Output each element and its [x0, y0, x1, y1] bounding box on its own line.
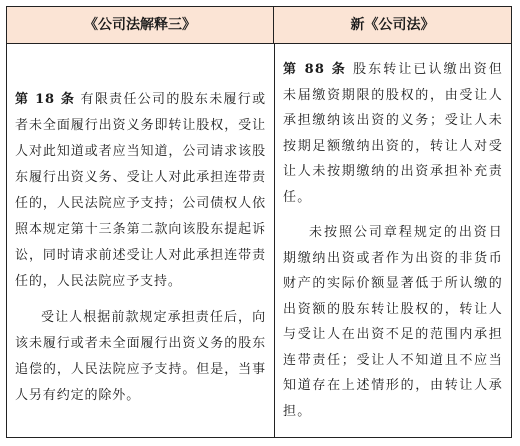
comparison-table — [6, 6, 512, 438]
left-column — [7, 43, 274, 409]
right-paragraph-1 — [283, 57, 503, 210]
left-paragraph-1 — [15, 87, 266, 295]
left-paragraph-1-text: 有限责任公司的股东未履行或者未全面履行出资义务即转让股权，受让人对此知道或者应当知道，公司请求该股东履行出资义务、受让人对此承担连带责任的，人民法院应予支持；公司债权人依照本规定第十三条第二款向该股东提起诉讼，同时请求前述受让人对此承担连带责任的，人民法院应予支持。 — [15, 92, 266, 289]
left-paragraph-2: 受让人根据前款规定承担责任后，向该未履行或者未全面履行出资义务的股东追偿的，人民法院应予支持。但是，当事人另有约定的除外。 — [15, 310, 266, 403]
right-column — [275, 43, 511, 424]
header-right-title: 新《公司法》 — [350, 17, 435, 33]
right-article-label: 第 88 条 — [283, 62, 347, 77]
right-paragraph-2: 未按照公司章程规定的出资日期缴纳出资或者作为出资的非货币财产的实际价额显著低于所认缴的出资额的股东转让股权的，转让人与受让人在出资不足的范围内承担连带责任；受让人不知道且不应当知道存在上述情形的，由转让人承担。 — [283, 225, 503, 419]
table-header — [7, 7, 511, 44]
right-paragraph-1-text: 股东转让已认缴出资但未届缴资期限的股权的，由受让人承担缴纳该出资的义务；受让人未按期足额缴纳出资的，转让人对受让人未按期缴纳的出资承担补充责任。 — [283, 62, 504, 205]
header-left-title: 《公司法解释三》 — [7, 7, 274, 43]
left-article-label: 第 18 条 — [15, 92, 76, 107]
